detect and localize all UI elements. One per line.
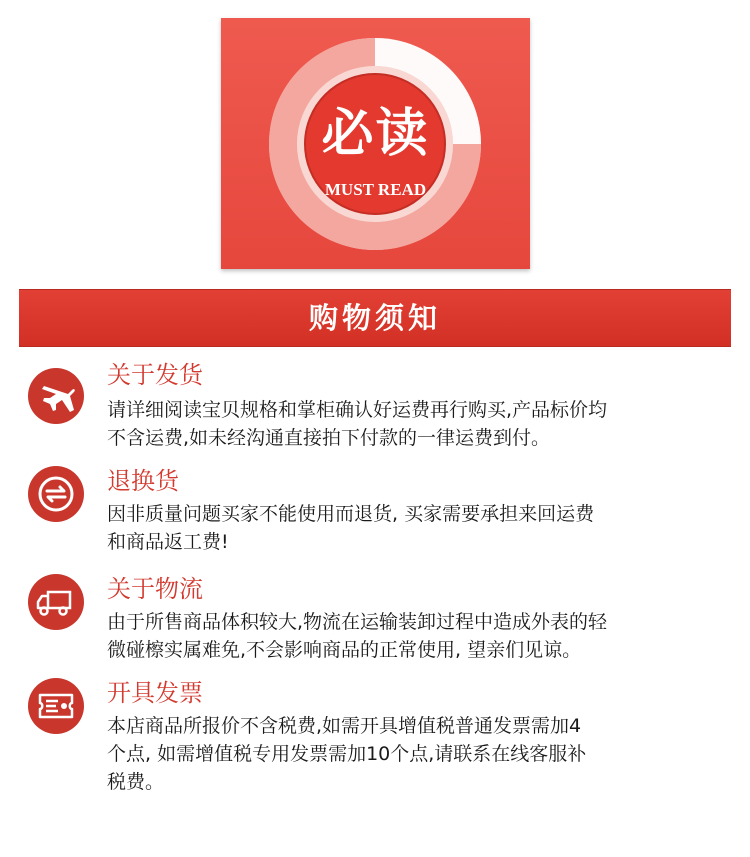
invoice-icon <box>28 678 84 734</box>
shopping-notice-banner <box>19 289 731 347</box>
badge-title: 必读 <box>321 103 430 164</box>
section-body <box>107 712 697 796</box>
section-line: 由于所售商品体积较大,物流在运输装卸过程中造成外表的轻 <box>107 611 608 633</box>
airplane-icon <box>28 368 84 424</box>
section-title: 退换货 <box>107 467 179 495</box>
section-line: 因非质量问题买家不能使用而退货, 买家需要承担来回运费 <box>107 503 595 525</box>
exchange-icon <box>28 466 84 522</box>
section-title: 关于物流 <box>107 575 203 603</box>
section-title: 开具发票 <box>107 679 203 707</box>
section-line: 微碰檫实属难免,不会影响商品的正常使用, 望亲们见谅。 <box>107 639 582 661</box>
section-line: 不含运费,如未经沟通直接拍下付款的一律运费到付。 <box>107 427 551 449</box>
section-line: 本店商品所报价不含税费,如需开具增值税普通发票需加4 <box>107 715 582 737</box>
section-body <box>107 608 697 664</box>
section-body <box>107 396 697 452</box>
section-line: 个点, 如需增值税专用发票需加10个点,请联系在线客服补 <box>107 743 587 765</box>
section-line: 请详细阅读宝贝规格和掌柜确认好运费再行购买,产品标价均 <box>107 399 608 421</box>
section-body <box>107 500 697 556</box>
section-title: 关于发货 <box>107 361 203 389</box>
section-line: 和商品返工费! <box>107 531 229 553</box>
banner-title: 购物须知 <box>308 301 441 335</box>
must-read-badge <box>221 18 530 269</box>
section-line: 税费。 <box>107 771 165 793</box>
badge-subtitle: MUST READ <box>324 180 427 199</box>
truck-icon <box>28 574 84 630</box>
